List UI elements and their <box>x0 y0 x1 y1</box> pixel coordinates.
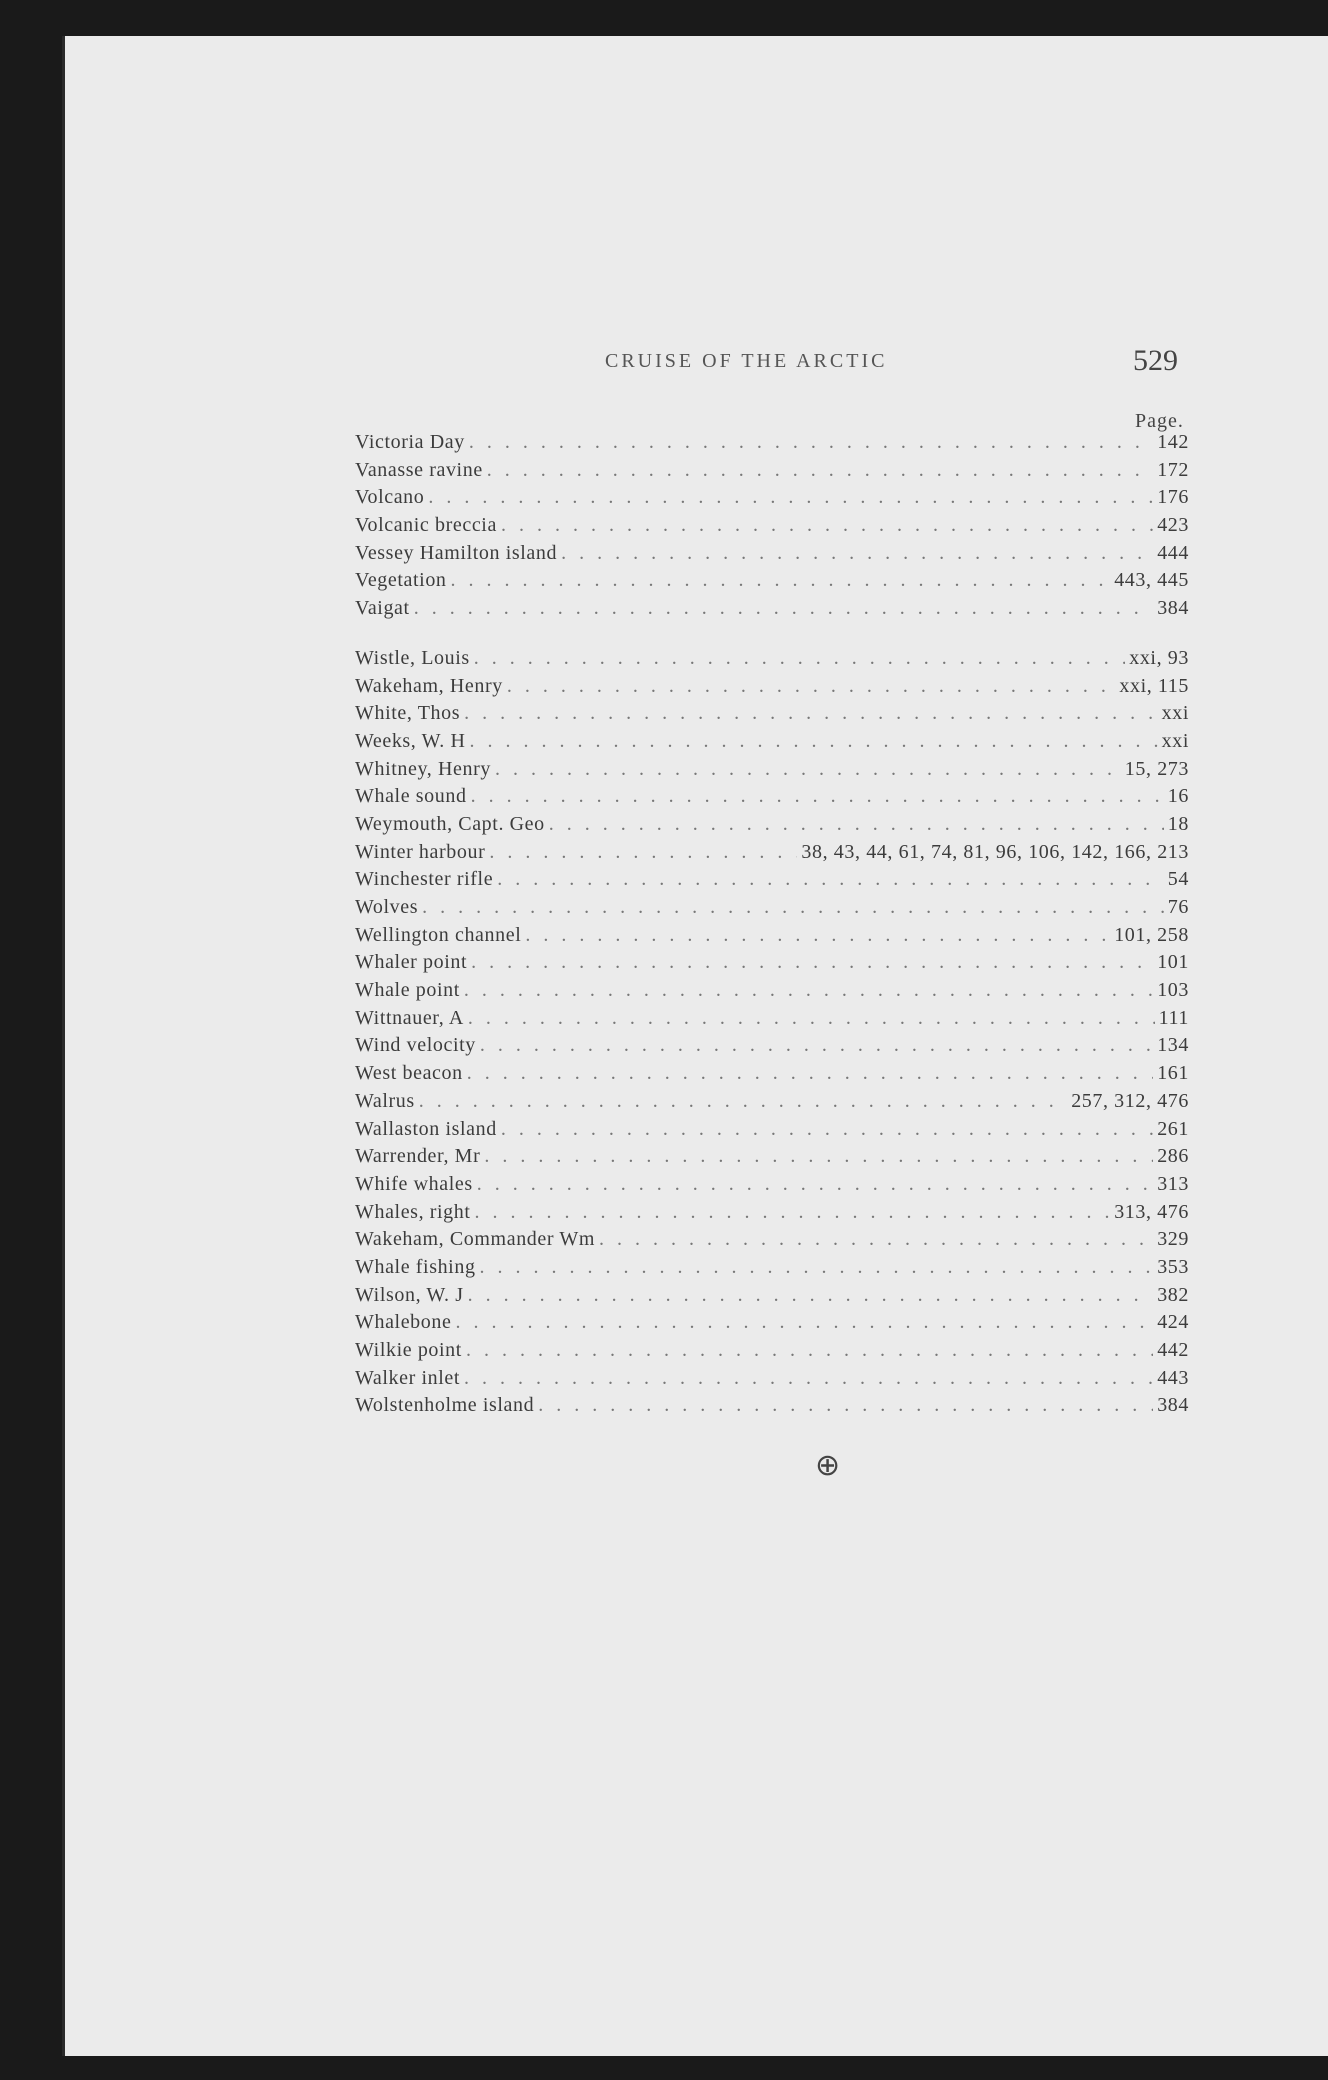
index-entry <box>355 702 1189 730</box>
index-entry <box>355 1090 1189 1118</box>
dot-leader <box>467 1062 1153 1085</box>
dot-leader <box>561 542 1153 565</box>
index-pages: 54 <box>1167 868 1189 891</box>
dot-leader <box>538 1394 1153 1417</box>
dot-leader <box>468 1284 1154 1307</box>
dot-leader <box>469 431 1153 454</box>
index-pages: 384 <box>1157 1394 1189 1417</box>
index-entry <box>355 758 1189 786</box>
index-entry <box>355 1007 1189 1035</box>
index-term: Volcano <box>355 486 425 509</box>
index-entry <box>355 1118 1189 1146</box>
index-term: Vegetation <box>355 569 447 592</box>
index-entry <box>355 951 1189 979</box>
dot-leader <box>414 597 1153 620</box>
dot-leader <box>487 459 1153 482</box>
dot-leader <box>464 979 1153 1002</box>
index-entry <box>355 647 1189 675</box>
index-pages: 313 <box>1157 1172 1189 1195</box>
index-term: White, Thos <box>355 702 461 725</box>
index-pages: 442 <box>1157 1339 1189 1361</box>
index-pages: 101 <box>1157 951 1189 974</box>
index-pages: 161 <box>1157 1062 1189 1085</box>
index-entry <box>355 1339 1189 1367</box>
index-pages: 423 <box>1157 514 1189 537</box>
index-term: Whales, right <box>355 1200 471 1223</box>
index-entry <box>355 868 1189 896</box>
page-column-label: Page. <box>1135 410 1184 432</box>
index-term: Vaigat <box>355 597 410 620</box>
dot-leader <box>489 841 797 864</box>
index-term: Whalebone <box>355 1311 452 1334</box>
book-page <box>62 36 1328 2056</box>
page-number: 529 <box>1133 344 1178 377</box>
index-entry <box>355 1062 1189 1090</box>
index-entry <box>355 1034 1189 1062</box>
dot-leader <box>501 1118 1153 1141</box>
dot-leader <box>422 896 1164 919</box>
index-term: Wallaston island <box>355 1117 497 1140</box>
index-entry <box>355 924 1189 952</box>
index-term: Whife whales <box>355 1172 473 1195</box>
index-term: Wakeham, Commander Wm <box>355 1228 596 1251</box>
index-entry <box>355 1394 1189 1422</box>
index-pages: 353 <box>1157 1255 1189 1278</box>
dot-leader <box>497 868 1164 891</box>
index-pages: 142 <box>1157 431 1189 453</box>
index-pages: 261 <box>1157 1117 1189 1140</box>
index-term: Wittnauer, A <box>355 1006 464 1029</box>
index-entry <box>355 730 1189 758</box>
index-entry <box>355 1367 1189 1395</box>
dot-leader <box>507 675 1116 698</box>
index-pages: 286 <box>1157 1145 1189 1168</box>
index-term: Wakeham, Henry <box>355 674 503 697</box>
dot-leader <box>477 1173 1153 1196</box>
index-pages: 329 <box>1157 1228 1189 1251</box>
index-term: Wistle, Louis <box>355 646 470 669</box>
index-entry <box>355 514 1189 542</box>
index-pages: 16 <box>1167 785 1189 808</box>
index-entry <box>355 841 1189 869</box>
index-pages: xxi, 93 <box>1129 646 1189 669</box>
dot-leader <box>471 951 1153 974</box>
dot-leader <box>475 1201 1111 1224</box>
dot-leader <box>466 1339 1153 1362</box>
index-entry <box>355 979 1189 1007</box>
index-pages: 443, 445 <box>1114 569 1189 592</box>
running-title: CRUISE OF THE ARCTIC <box>605 350 888 372</box>
index-term: Wolves <box>355 896 419 918</box>
dot-leader <box>480 1256 1154 1279</box>
dot-leader <box>464 1367 1153 1390</box>
dot-leader <box>468 1007 1155 1030</box>
index-pages: 172 <box>1157 458 1189 481</box>
index-pages: 176 <box>1157 486 1189 509</box>
index-term: Weeks, W. H <box>355 729 466 752</box>
dot-leader <box>525 924 1110 947</box>
index-term: Wind velocity <box>355 1034 476 1057</box>
index-entry <box>355 486 1189 514</box>
dot-leader <box>428 486 1153 509</box>
index-pages: 257, 312, 476 <box>1071 1089 1189 1112</box>
index-pages: 103 <box>1157 979 1189 1002</box>
index-pages: 15, 273 <box>1124 757 1189 780</box>
index-entry <box>355 813 1189 841</box>
index-entry <box>355 1145 1189 1173</box>
dot-leader <box>599 1228 1153 1251</box>
index-entry <box>355 431 1189 459</box>
dot-leader <box>455 1311 1153 1334</box>
index-entry <box>355 1284 1189 1312</box>
index-pages: xxi, 115 <box>1119 674 1189 697</box>
index-entry <box>355 785 1189 813</box>
index-term: Vanasse ravine <box>355 458 483 481</box>
index-entry <box>355 597 1189 625</box>
dot-leader <box>419 1090 1067 1113</box>
index-pages: xxi <box>1161 729 1189 752</box>
index-term: Weymouth, Capt. Geo <box>355 812 545 835</box>
end-ornament: ⊕ <box>815 1448 841 1483</box>
index-term: Winchester rifle <box>355 868 494 891</box>
dot-leader <box>484 1145 1153 1168</box>
index-entry <box>355 1228 1189 1256</box>
index-term: Volcanic breccia <box>355 514 497 537</box>
index-list <box>355 431 1189 1422</box>
dot-leader <box>501 514 1153 537</box>
dot-leader <box>451 569 1111 592</box>
dot-leader <box>471 785 1164 808</box>
index-term: Warrender, Mr <box>355 1145 481 1168</box>
index-entry <box>355 1256 1189 1284</box>
index-group <box>355 431 1189 625</box>
index-pages: 382 <box>1157 1283 1189 1306</box>
index-term: Walker inlet <box>355 1366 460 1389</box>
index-entry <box>355 569 1189 597</box>
index-pages: 444 <box>1157 541 1189 564</box>
index-entry <box>355 675 1189 703</box>
index-term: Vessey Hamilton island <box>355 541 558 564</box>
index-group <box>355 647 1189 1422</box>
index-entry <box>355 1173 1189 1201</box>
index-term: Whale sound <box>355 785 467 808</box>
dot-leader <box>470 730 1158 753</box>
index-term: Victoria Day <box>355 431 465 453</box>
index-entry <box>355 1311 1189 1339</box>
index-term: Wilson, W. J <box>355 1283 464 1306</box>
dot-leader <box>549 813 1164 836</box>
index-pages: xxi <box>1161 702 1189 725</box>
index-pages: 424 <box>1157 1311 1189 1334</box>
index-term: Whale fishing <box>355 1255 476 1278</box>
index-pages: 313, 476 <box>1114 1200 1189 1223</box>
index-term: Walrus <box>355 1089 415 1112</box>
dot-leader <box>495 758 1121 781</box>
index-pages: 18 <box>1167 812 1189 835</box>
index-entry <box>355 1201 1189 1229</box>
index-entry <box>355 459 1189 487</box>
index-term: West beacon <box>355 1062 463 1085</box>
dot-leader <box>480 1034 1153 1057</box>
index-term: Wolstenholme island <box>355 1394 535 1417</box>
index-term: Wilkie point <box>355 1339 462 1361</box>
index-term: Whaler point <box>355 951 468 974</box>
index-term: Winter harbour <box>355 840 486 863</box>
index-term: Whitney, Henry <box>355 757 491 780</box>
index-term: Wellington channel <box>355 923 522 946</box>
index-pages: 443 <box>1157 1366 1189 1389</box>
index-pages: 76 <box>1167 896 1189 918</box>
dot-leader <box>464 702 1158 725</box>
index-entry <box>355 896 1189 924</box>
index-entry <box>355 542 1189 570</box>
page-header <box>65 344 1328 384</box>
index-pages: 111 <box>1158 1006 1189 1029</box>
index-pages: 101, 258 <box>1114 923 1189 946</box>
index-pages: 134 <box>1157 1034 1189 1057</box>
dot-leader <box>474 647 1125 670</box>
index-term: Whale point <box>355 979 460 1002</box>
index-pages: 38, 43, 44, 61, 74, 81, 96, 106, 142, 166, 213 <box>801 840 1189 863</box>
index-pages: 384 <box>1157 597 1189 620</box>
